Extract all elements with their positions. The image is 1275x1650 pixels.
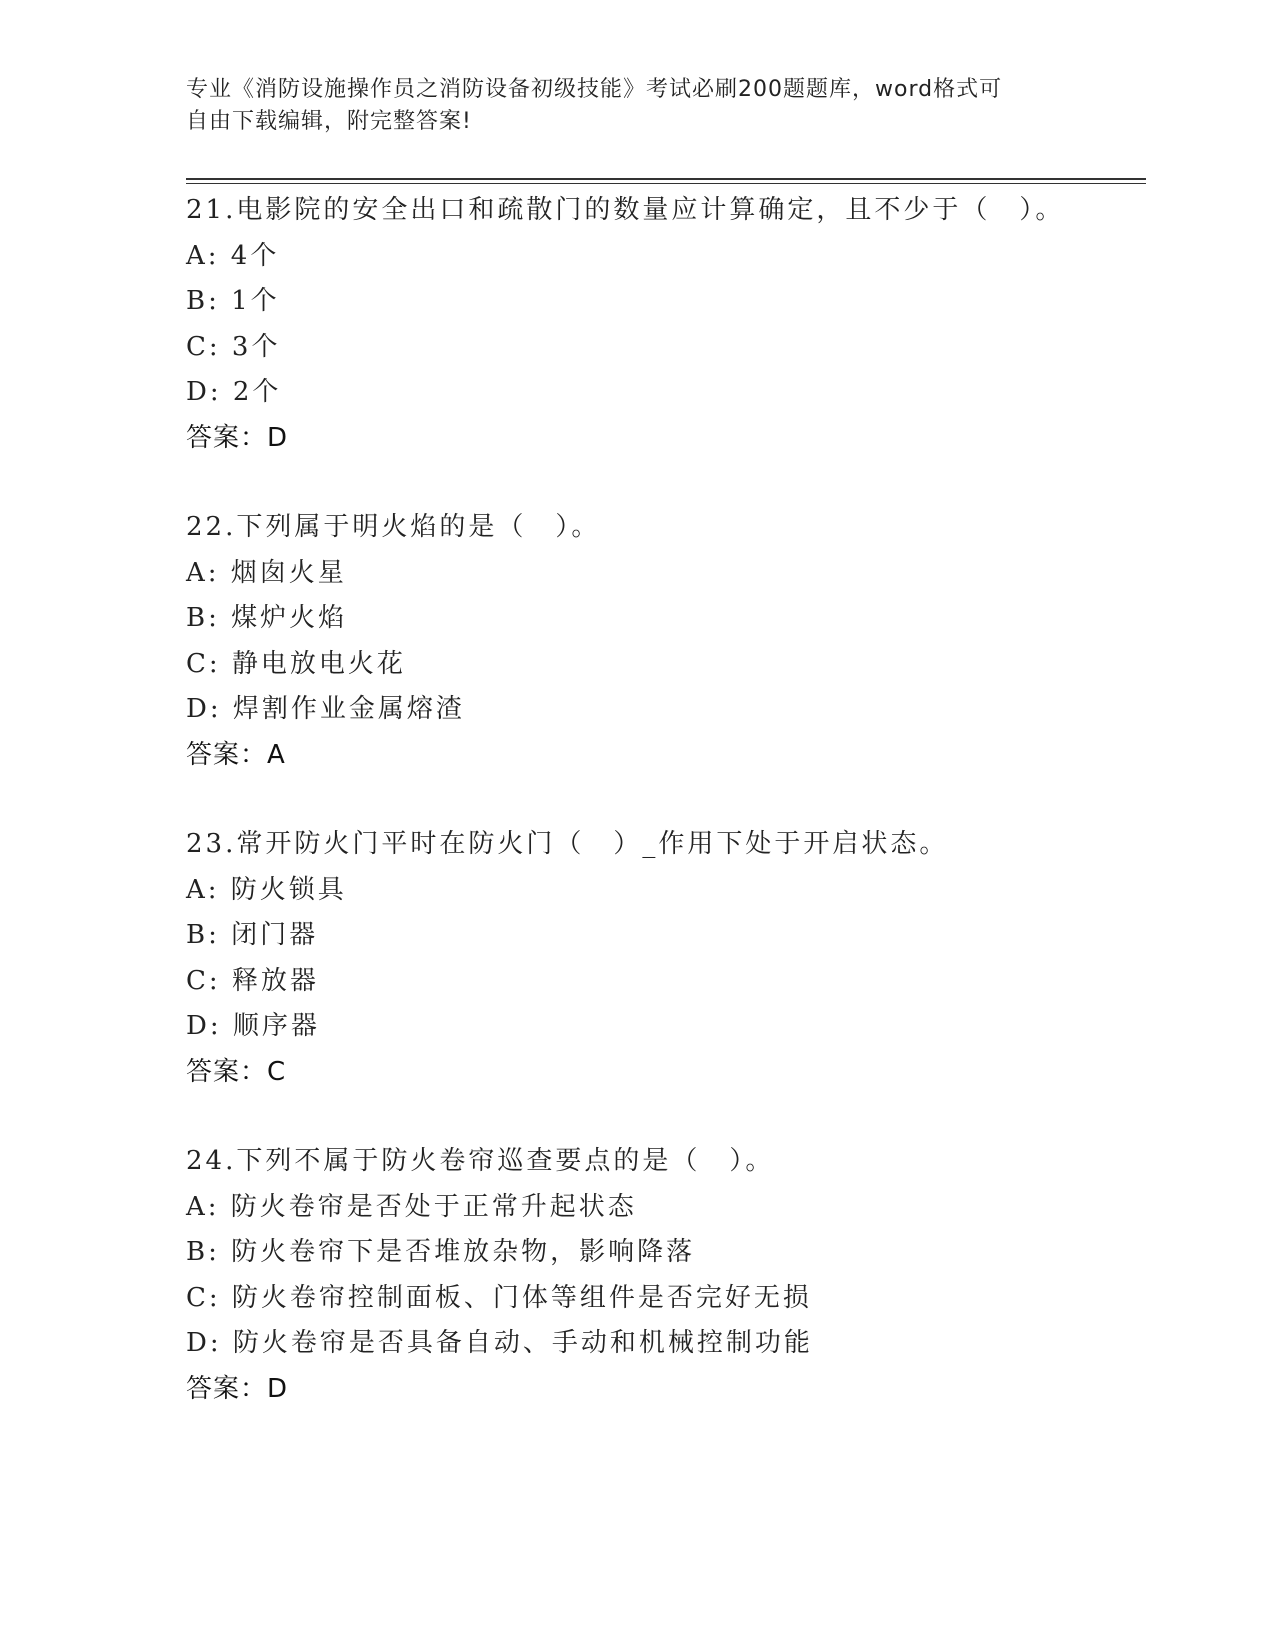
question-stem: 22.下列属于明火焰的是（ ）。 (186, 512, 601, 542)
option-d: D: 顺序器 (186, 1011, 320, 1041)
option-b: B: 防火卷帘下是否堆放杂物，影响降落 (186, 1237, 696, 1267)
option-a: A: 防火锁具 (186, 874, 347, 905)
option-d: D: 防火卷帘是否具备自动、手动和机械控制功能 (186, 1328, 813, 1358)
option-c: C: 释放器 (186, 965, 319, 996)
option-c: C: 3个 (186, 331, 281, 362)
option-a: A: 烟囱火星 (186, 557, 347, 588)
answer-line: 答案：C (186, 1056, 287, 1087)
answer-line: 答案：D (186, 422, 289, 453)
option-a: A: 防火卷帘是否处于正常升起状态 (186, 1191, 637, 1222)
option-d: D: 2个 (186, 377, 282, 407)
option-b: B: 1个 (186, 286, 280, 316)
question-stem: 24.下列不属于防火卷帘巡查要点的是（ ）。 (186, 1146, 775, 1176)
question-23 (186, 822, 1146, 1095)
question-24 (186, 1139, 1146, 1412)
answer-line: 答案：D (186, 1373, 289, 1404)
option-b: B: 闭门器 (186, 920, 319, 950)
option-c: C: 静电放电火花 (186, 648, 406, 679)
header-divider-thin (186, 183, 1146, 184)
document-header (186, 74, 1066, 138)
question-list (186, 188, 1146, 1456)
option-a: A: 4个 (186, 240, 280, 271)
header-line-1: 专业《消防设施操作员之消防设备初级技能》考试必刷200题题库，word格式可 (186, 77, 1003, 102)
question-22 (186, 505, 1146, 778)
question-stem: 23.常开防火门平时在防火门（ ）_作用下处于开启状态。 (186, 829, 949, 859)
question-21 (186, 188, 1146, 461)
option-c: C: 防火卷帘控制面板、门体等组件是否完好无损 (186, 1282, 812, 1313)
option-d: D: 焊割作业金属熔渣 (186, 694, 465, 724)
question-stem: 21.电影院的安全出口和疏散门的数量应计算确定，且不少于（ ）。 (186, 195, 1065, 225)
option-b: B: 煤炉火焰 (186, 603, 348, 633)
answer-line: 答案：A (186, 739, 286, 770)
header-line-2: 自由下载编辑，附完整答案! (186, 109, 472, 134)
header-divider-thick (186, 178, 1146, 180)
